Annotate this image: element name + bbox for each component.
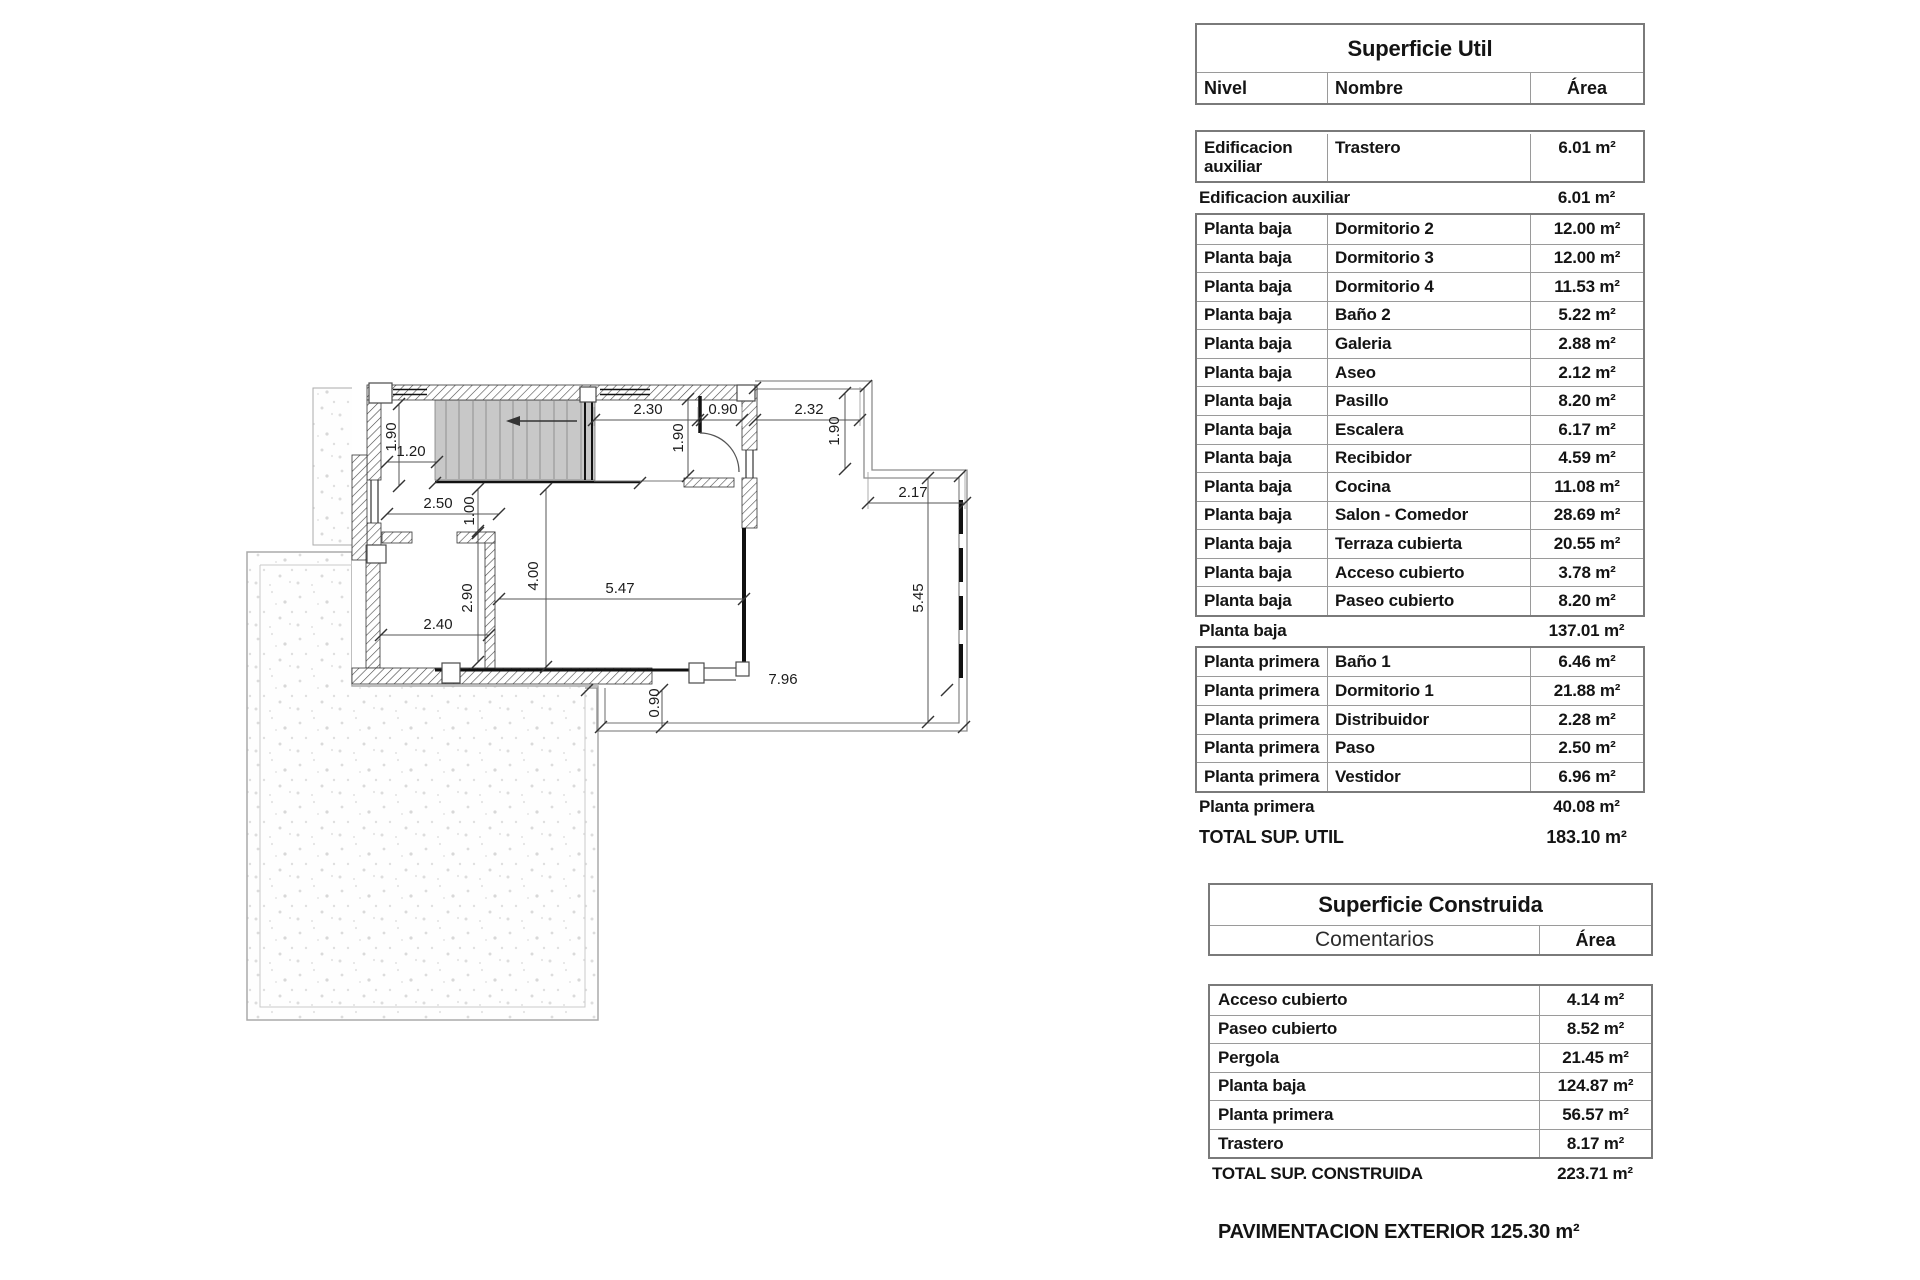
column-header-comentarios: Comentarios [1314,928,1435,951]
planta-baja-rows-block [1195,213,1645,617]
cell-area: 5.22 m² [1530,302,1643,330]
cell-area: 11.53 m² [1530,273,1643,301]
cell-area: 56.57 m² [1539,1101,1651,1129]
table-row [1197,358,1643,387]
column-header-nivel: Nivel [1204,77,1248,98]
table-row [1197,329,1643,358]
cell-area: 11.08 m² [1530,473,1643,501]
dim-label: 7.96 [768,671,798,688]
table-row [1210,1072,1651,1101]
table-row [1197,734,1643,763]
cell-area: 2.28 m² [1530,706,1643,734]
total-label: TOTAL SUP. UTIL [1199,826,1344,847]
cell-comentario: Acceso cubierto [1218,990,1348,1010]
table-row [1197,705,1643,734]
table-row [1197,244,1643,273]
wall-left-upper [367,400,381,480]
cell-nombre: Recibidor [1327,445,1530,473]
cell-area: 8.52 m² [1539,1016,1651,1044]
table-row [1197,472,1643,501]
table-row [1197,132,1643,181]
column-header-nombre: Nombre [1327,73,1530,103]
aux-summary-row [1195,183,1645,213]
column-header-area: Área [1539,926,1651,954]
total-label: TOTAL SUP. CONSTRUIDA [1212,1163,1423,1183]
cell-nivel: Planta baja [1204,419,1292,439]
dim-label: 2.32 [794,401,824,418]
cell-nombre: Baño 1 [1327,648,1530,677]
side-strip [313,388,353,545]
table-row [1197,272,1643,301]
superficie-construida-table [1208,883,1653,1188]
cell-nombre: Dormitorio 2 [1327,215,1530,244]
table-row [1210,1043,1651,1072]
cell-area: 21.88 m² [1530,677,1643,705]
cell-nombre: Cocina [1327,473,1530,501]
dim-label: 5.47 [605,580,635,597]
aux-rows-block [1195,130,1645,183]
summary-label: Planta primera [1199,797,1315,817]
dim-label: 2.90 [459,583,476,613]
cell-nivel: Planta baja [1204,505,1292,525]
total-area: 183.10 m² [1546,826,1627,847]
dim-label: 1.90 [383,422,400,452]
cell-area: 3.78 m² [1530,559,1643,587]
cell-nivel: Planta baja [1204,276,1292,296]
cell-area: 6.46 m² [1530,648,1643,677]
cell-nivel: Planta baja [1204,533,1292,553]
cell-nivel: Planta baja [1204,305,1292,325]
table-row [1197,215,1643,244]
cell-nombre: Terraza cubierta [1327,530,1530,558]
planta-primera-rows-block [1195,646,1645,793]
total-sup-construida-row [1208,1159,1653,1188]
dim-label: 1.20 [396,443,426,460]
summary-area: 40.08 m² [1553,797,1620,817]
cell-nivel: Planta baja [1204,248,1292,268]
cell-nombre: Paso [1327,735,1530,763]
wall-left-jut [352,455,367,560]
cell-nivel: Planta baja [1204,219,1292,239]
cell-area: 4.59 m² [1530,445,1643,473]
cell-nivel: Planta primera [1204,766,1320,786]
table-row [1197,501,1643,530]
cell-nombre: Trastero [1327,134,1530,181]
cell-nivel: Edificacion auxiliar [1204,138,1293,177]
cell-area: 12.00 m² [1530,245,1643,273]
cell-comentario: Paseo cubierto [1218,1019,1338,1039]
cell-nombre: Acceso cubierto [1327,559,1530,587]
cell-nivel: Planta baja [1204,334,1292,354]
dim-label: 1.00 [461,496,478,526]
cell-nivel: Planta primera [1204,709,1320,729]
cell-nivel: Planta baja [1204,562,1292,582]
cell-nivel: Planta baja [1204,362,1292,382]
total-area: 223.71 m² [1557,1163,1633,1183]
table-row [1197,415,1643,444]
table-title: Superficie Util [1197,25,1643,73]
cell-area: 8.20 m² [1530,387,1643,415]
table-row [1210,1129,1651,1158]
cell-area: 6.17 m² [1530,416,1643,444]
table-row [1197,676,1643,705]
table-row [1210,986,1651,1015]
planta-primera-summary-row [1195,793,1645,822]
cell-nivel: Planta primera [1204,652,1320,672]
cell-nombre: Dormitorio 1 [1327,677,1530,705]
cell-nombre: Pasillo [1327,387,1530,415]
cell-nombre: Baño 2 [1327,302,1530,330]
planta-baja-summary-row [1195,617,1645,646]
dim-label: 2.17 [898,484,928,501]
table-row [1197,386,1643,415]
column-header-area: Área [1530,73,1643,103]
superficie-util-table [1195,23,1645,853]
table-row [1197,762,1643,791]
cell-comentario: Pergola [1218,1047,1279,1067]
table-row [1210,1015,1651,1044]
summary-area: 6.01 m² [1557,188,1616,207]
dim-label: 0.90 [646,688,663,718]
cell-nombre: Paseo cubierto [1327,587,1530,615]
cell-area: 2.88 m² [1530,330,1643,358]
cell-area: 2.50 m² [1530,735,1643,763]
cell-comentario: Planta primera [1218,1105,1334,1125]
cell-area: 8.20 m² [1530,587,1643,615]
cell-area: 20.55 m² [1530,530,1643,558]
summary-label: Planta baja [1199,621,1287,641]
dim-label: 2.40 [423,616,453,633]
summary-label: Edificacion auxiliar [1199,188,1350,207]
cell-area: 12.00 m² [1530,215,1643,244]
table-row [1210,1100,1651,1129]
total-sup-util-row [1195,822,1645,853]
cell-nivel: Planta primera [1204,681,1320,701]
cell-area: 2.12 m² [1530,359,1643,387]
cell-nombre: Salon - Comedor [1327,502,1530,530]
dim-label: 5.45 [910,583,927,613]
dim-label: 0.90 [708,401,738,418]
cell-area: 28.69 m² [1530,502,1643,530]
cell-nivel: Planta baja [1204,476,1292,496]
table-row [1197,529,1643,558]
cell-nombre: Vestidor [1327,763,1530,791]
cell-nivel: Planta baja [1204,391,1292,411]
cell-nombre: Dormitorio 4 [1327,273,1530,301]
dim-label: 4.00 [525,561,542,591]
cell-area: 6.01 m² [1530,134,1643,181]
cell-comentario: Trastero [1218,1133,1284,1153]
table-row [1197,301,1643,330]
summary-area: 137.01 m² [1548,621,1625,641]
cell-nombre: Dormitorio 3 [1327,245,1530,273]
door-threshold [684,478,734,487]
cell-area: 8.17 m² [1539,1130,1651,1158]
cell-comentario: Planta baja [1218,1076,1306,1096]
construida-rows-block [1208,984,1653,1159]
table-row [1197,444,1643,473]
dim-label: 2.50 [423,495,453,512]
dim-label: 2.30 [633,401,663,418]
table-row [1197,558,1643,587]
wall-interior-vertical [485,532,495,668]
dim-label: 1.90 [826,416,843,446]
cell-area: 124.87 m² [1539,1073,1651,1101]
cell-nivel: Planta baja [1204,448,1292,468]
cell-nombre: Galeria [1327,330,1530,358]
cell-area: 4.14 m² [1539,986,1651,1015]
cell-nivel: Planta baja [1204,591,1292,611]
table-row [1197,648,1643,677]
cell-nivel: Planta primera [1204,738,1320,758]
cell-area: 6.96 m² [1530,763,1643,791]
pavimentacion-exterior-note: PAVIMENTACION EXTERIOR 125.30 m² [1218,1221,1580,1243]
cell-area: 21.45 m² [1539,1044,1651,1072]
table-row [1197,586,1643,615]
cell-nombre: Distribuidor [1327,706,1530,734]
dim-label: 1.90 [670,423,687,453]
cell-nombre: Aseo [1327,359,1530,387]
wall-stub-left [382,532,412,543]
cell-nombre: Escalera [1327,416,1530,444]
table-title: Superficie Construida [1210,885,1651,926]
